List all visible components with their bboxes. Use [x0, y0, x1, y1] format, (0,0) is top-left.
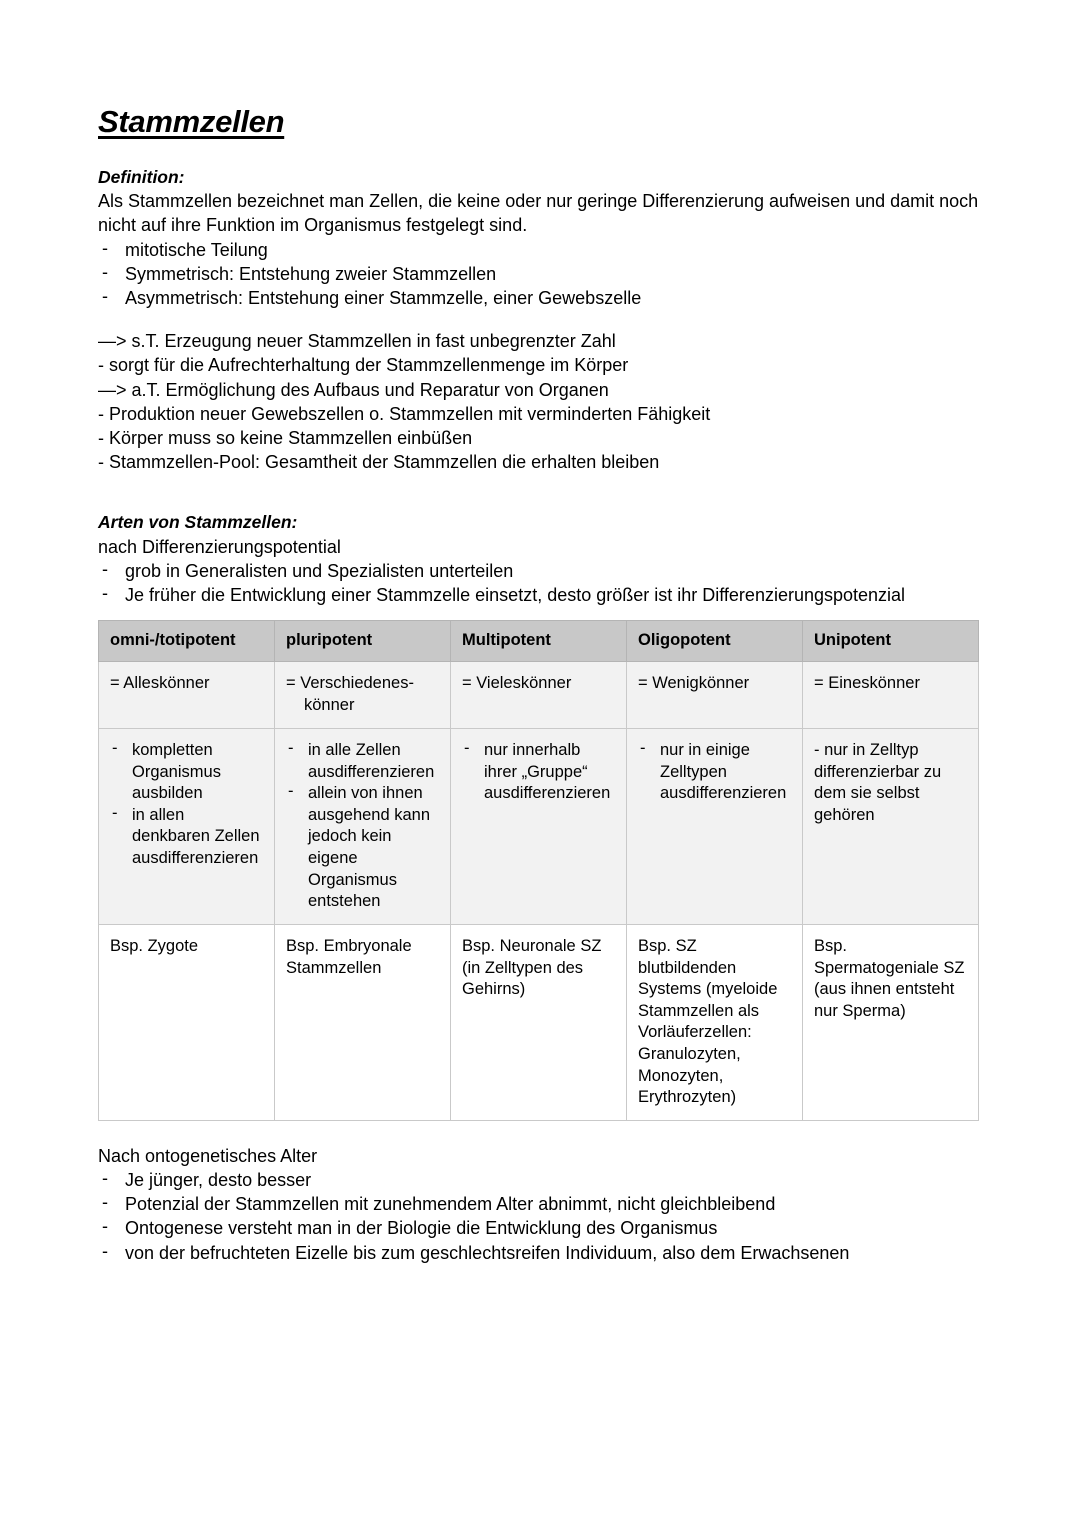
types-section — [98, 511, 980, 1120]
list-item: - allein von ihnen ausgehend kann jedoch kein eigene Organismus entstehen — [286, 783, 440, 913]
table-cell — [99, 924, 275, 1120]
table-cell — [803, 924, 979, 1120]
spacer — [98, 474, 980, 511]
cell-example: Bsp. Embryonale Stammzellen — [286, 936, 412, 977]
definition-section — [98, 166, 980, 475]
note-line: - sorgt für die Aufrechterhaltung der Stammzellenmenge im Körper — [98, 355, 629, 376]
column-header-pluripotent: pluripotent — [275, 621, 451, 662]
note-line: - Körper muss so keine Stammzellen einbüßen — [98, 427, 473, 448]
list-item: - Asymmetrisch: Entstehung einer Stammzelle, einer Gewebszelle — [98, 286, 980, 310]
types-heading: Arten von Stammzellen: — [98, 512, 298, 533]
cell-example: Bsp. SZ blutbildenden Systems (myeloide Stammzellen als Vorläuferzellen: Granulozyten, Monozyten, Erythrozyten) — [638, 936, 778, 1107]
list-item: - kompletten Organismus ausbilden — [110, 740, 264, 805]
ontogenetic-subtitle: Nach ontogenetisches Alter — [98, 1145, 318, 1166]
list-item: - grob in Generalisten und Spezialisten unterteilen — [98, 559, 980, 583]
definition-notes — [98, 329, 980, 474]
types-bullet-list — [98, 559, 980, 607]
column-header-unipotent: Unipotent — [803, 621, 979, 662]
table-row-examples — [99, 924, 979, 1120]
table-row-definitions — [99, 662, 979, 729]
list-item: - von der befruchteten Eizelle bis zum geschlechtsreifen Individuum, also dem Erwachsenen — [98, 1241, 980, 1265]
column-header-oligopotent: Oligopotent — [627, 621, 803, 662]
cell-definition: = Verschiedenes-könner — [286, 674, 414, 714]
cell-definition: = Eineskönner — [814, 674, 920, 693]
cell-example: Bsp. Neuronale SZ (in Zelltypen des Gehirns) — [462, 936, 602, 999]
definition-intro: Als Stammzellen bezeichnet man Zellen, die keine oder nur geringe Differenzierung aufweisen und damit noch nicht auf ihre Funktion im Organismus festgelegt sind. — [98, 191, 979, 236]
table-cell — [803, 662, 979, 729]
column-header-omni-totipotent: omni-/totipotent — [99, 621, 275, 662]
types-subtitle: nach Differenzierungspotential — [98, 536, 341, 557]
list-item: - Ontogenese versteht man in der Biologie die Entwicklung des Organismus — [98, 1216, 980, 1240]
list-item: - Je früher die Entwicklung einer Stammzelle einsetzt, desto größer ist ihr Differenzierungspotenzial — [98, 583, 980, 607]
cell-definition: = Alleskönner — [110, 674, 210, 693]
table-cell — [275, 729, 451, 925]
note-line: - Stammzellen-Pool: Gesamtheit der Stammzellen die erhalten bleiben — [98, 452, 660, 473]
list-item: - Potenzial der Stammzellen mit zunehmendem Alter abnimmt, nicht gleichbleibend — [98, 1192, 980, 1216]
list-item: - nur innerhalb ihrer „Gruppe“ ausdifferenzieren — [462, 740, 616, 805]
table-cell — [275, 662, 451, 729]
cell-definition: = Vieleskönner — [462, 674, 572, 693]
potency-table — [98, 620, 979, 1120]
table-cell — [627, 729, 803, 925]
table-row-descriptions — [99, 729, 979, 925]
page-title: Stammzellen — [98, 104, 285, 139]
definition-heading: Definition: — [98, 166, 185, 187]
ontogenetic-section — [98, 1144, 980, 1265]
note-line: —> s.T. Erzeugung neuer Stammzellen in fast unbegrenzter Zahl — [98, 331, 616, 352]
definition-bullet-list — [98, 238, 980, 311]
list-item: - mitotische Teilung — [98, 238, 980, 262]
table-cell — [627, 662, 803, 729]
table-cell — [451, 924, 627, 1120]
cell-example: Bsp. Zygote — [110, 936, 199, 955]
list-item: - Je jünger, desto besser — [98, 1168, 980, 1192]
cell-bullet-list — [110, 740, 264, 870]
column-header-multipotent: Multipotent — [451, 621, 627, 662]
spacer — [98, 310, 980, 329]
list-item: - nur in einige Zelltypen ausdifferenzieren — [638, 740, 792, 805]
cell-bullet-list — [638, 740, 792, 805]
table-cell — [451, 729, 627, 925]
cell-bullet-list — [462, 740, 616, 805]
note-line: —> a.T. Ermöglichung des Aufbaus und Reparatur von Organen — [98, 379, 609, 400]
table-cell — [99, 729, 275, 925]
cell-description: - nur in Zelltyp differenzierbar zu dem sie selbst gehören — [814, 741, 942, 824]
note-line: - Produktion neuer Gewebszellen o. Stammzellen mit verminderten Fähigkeit — [98, 403, 711, 424]
table-cell — [451, 662, 627, 729]
cell-example: Bsp. Spermatogeniale SZ (aus ihnen entsteht nur Sperma) — [814, 936, 965, 1020]
list-item: - Symmetrisch: Entstehung zweier Stammzellen — [98, 262, 980, 286]
ontogenetic-bullet-list — [98, 1168, 980, 1265]
table-cell — [627, 924, 803, 1120]
list-item: - in alle Zellen ausdifferenzieren — [286, 740, 440, 783]
cell-definition: = Wenigkönner — [638, 674, 750, 693]
list-item: - in allen denkbaren Zellen ausdifferenzieren — [110, 805, 264, 870]
table-cell — [99, 662, 275, 729]
table-cell — [803, 729, 979, 925]
cell-bullet-list — [286, 740, 440, 913]
table-header-row — [99, 621, 979, 662]
table-cell — [275, 924, 451, 1120]
